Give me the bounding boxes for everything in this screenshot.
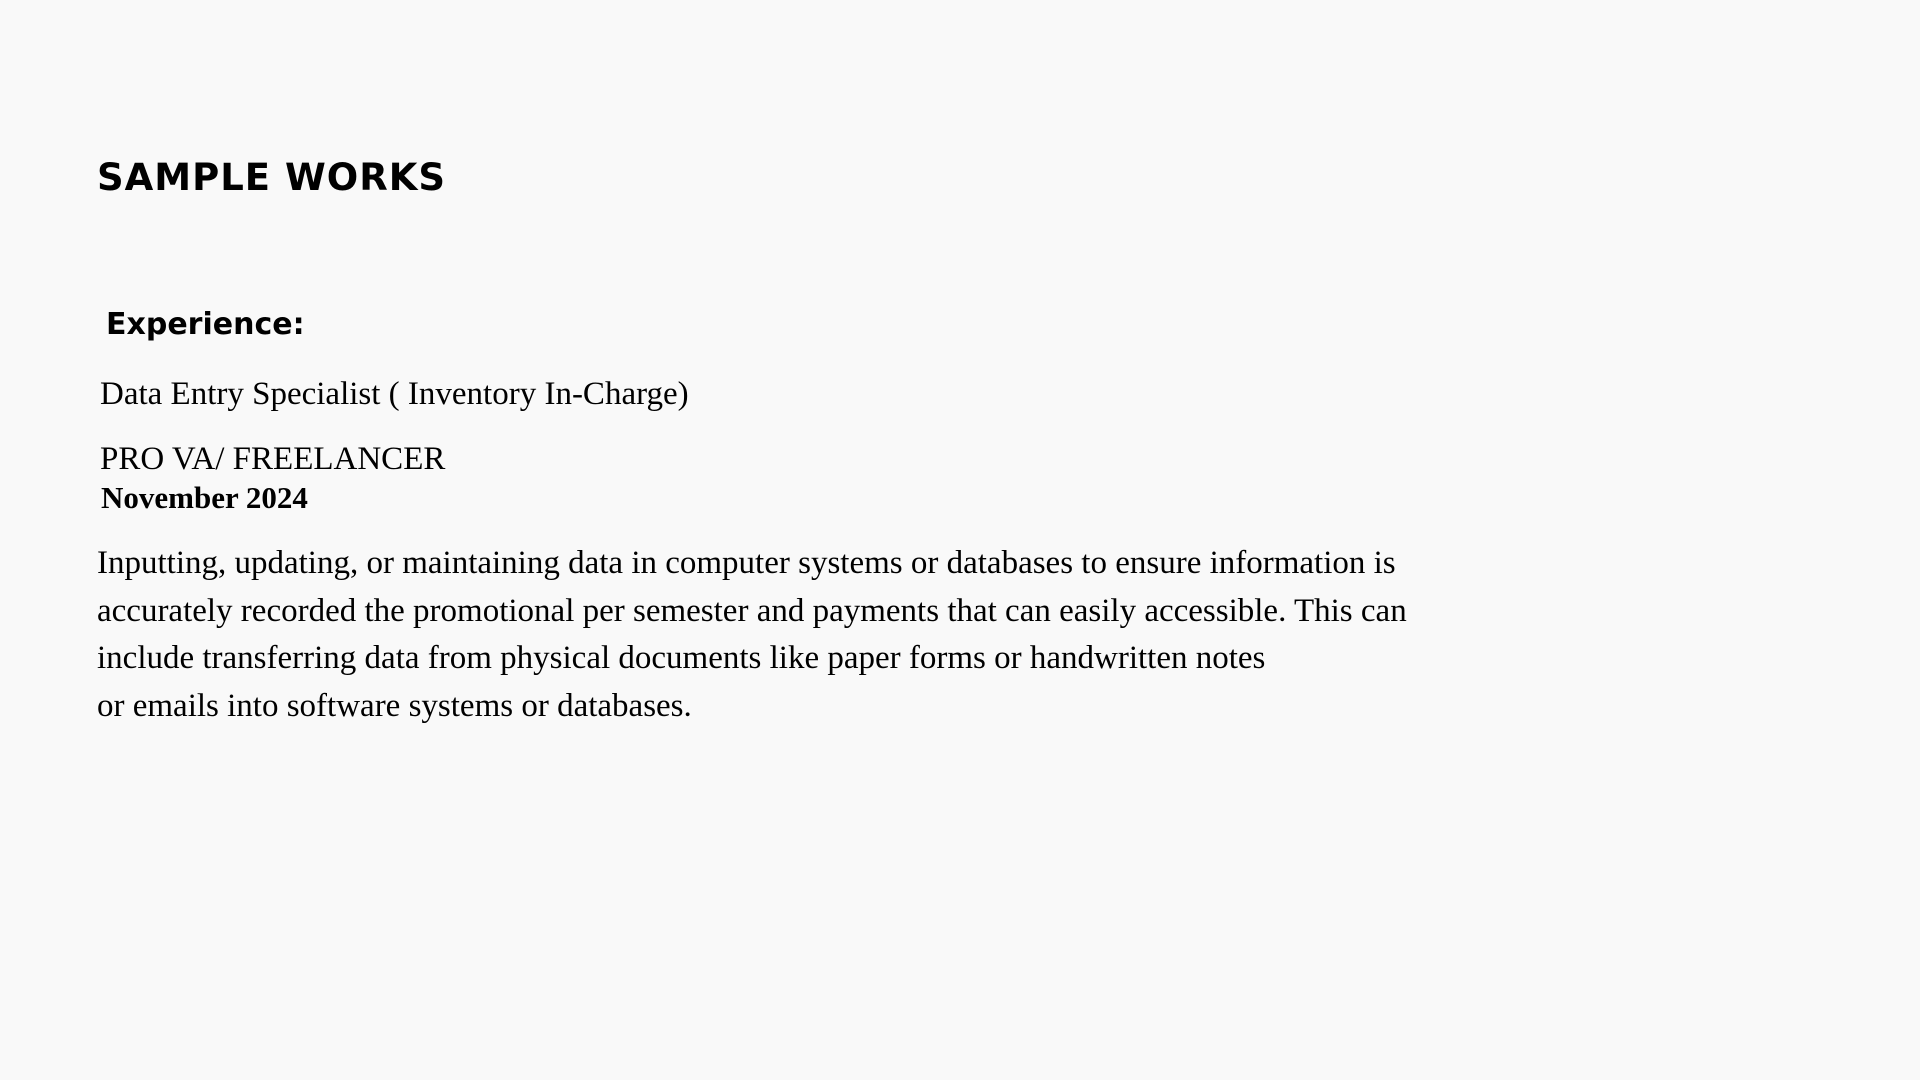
page-title: SAMPLE WORKS [97, 156, 447, 199]
description-line: include transferring data from physical documents like paper forms or handwritten notes [97, 640, 1266, 676]
section-heading-experience: Experience: [106, 307, 305, 342]
job-date: November 2024 [101, 480, 308, 515]
employer-name: PRO VA/ FREELANCER [100, 441, 446, 477]
job-title: Data Entry Specialist ( Inventory In-Charge) [100, 376, 689, 412]
description-line: or emails into software systems or databases. [97, 687, 692, 724]
job-description [97, 540, 1407, 730]
description-line: Inputting, updating, or maintaining data in computer systems or databases to ensure information is [97, 545, 1396, 581]
description-line: accurately recorded the promotional per semester and payments that can easily accessible. This can [97, 592, 1407, 629]
